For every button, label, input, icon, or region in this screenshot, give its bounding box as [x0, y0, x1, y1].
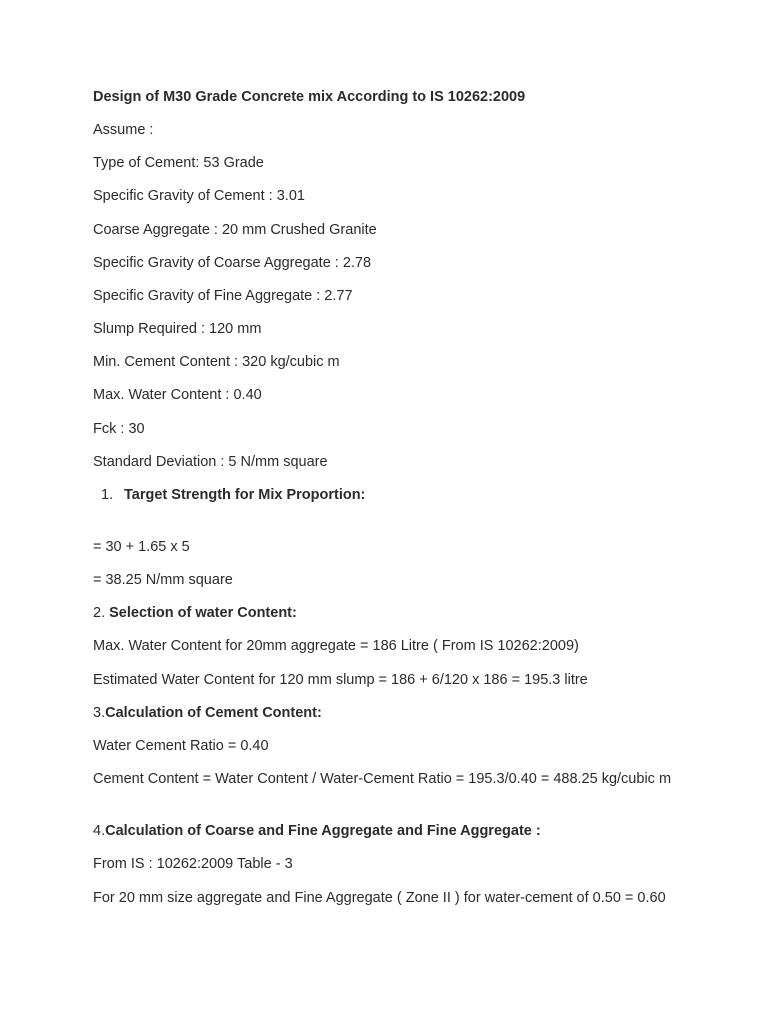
section3-number: 3.	[93, 705, 106, 721]
section3-heading: Calculation of Cement Content:	[105, 705, 322, 721]
section4-heading-line	[93, 822, 683, 841]
section1-line-1: = 30 + 1.65 x 5	[93, 539, 190, 555]
section2-line-1: Max. Water Content for 20mm aggregate = 186 Litre ( From IS 10262:2009)	[93, 638, 579, 654]
section2-heading: Selection of water Content:	[109, 605, 297, 621]
section3-line-2: Cement Content = Water Content / Water-Cement Ratio = 195.3/0.40 = 488.25 kg/cubic m	[93, 771, 672, 787]
assumption-slump: Slump Required : 120 mm	[93, 321, 262, 337]
assume-label: Assume :	[93, 122, 154, 138]
assumption-std-deviation: Standard Deviation : 5 N/mm square	[93, 454, 328, 470]
assumption-fine-gravity: Specific Gravity of Fine Aggregate : 2.77	[93, 288, 353, 304]
section1-number: 1.	[101, 487, 114, 503]
section4-line-1: From IS : 10262:2009 Table - 3	[93, 856, 293, 872]
assumption-fck: Fck : 30	[93, 421, 145, 437]
assumption-max-water: Max. Water Content : 0.40	[93, 387, 262, 403]
section2-number: 2.	[93, 605, 106, 621]
section1-line-2: = 38.25 N/mm square	[93, 572, 233, 588]
section2-line-2: Estimated Water Content for 120 mm slump = 186 + 6/120 x 186 = 195.3 litre	[93, 672, 588, 688]
section1-heading: Target Strength for Mix Proportion:	[124, 487, 366, 503]
assumption-coarse-aggregate: Coarse Aggregate : 20 mm Crushed Granite	[93, 222, 377, 238]
section3-heading-line	[93, 704, 683, 723]
section4-heading: Calculation of Coarse and Fine Aggregate and Fine Aggregate :	[105, 823, 541, 839]
assumption-cement-type: Type of Cement: 53 Grade	[93, 155, 264, 171]
section4-line-2: For 20 mm size aggregate and Fine Aggregate ( Zone II ) for water-cement of 0.50 = 0.60	[93, 890, 666, 906]
section2-heading-line	[93, 604, 683, 623]
assumption-coarse-gravity: Specific Gravity of Coarse Aggregate : 2.78	[93, 255, 372, 271]
document-title: Design of M30 Grade Concrete mix According to IS 10262:2009	[93, 89, 526, 105]
section3-line-1: Water Cement Ratio = 0.40	[93, 738, 269, 754]
assumption-cement-gravity: Specific Gravity of Cement : 3.01	[93, 188, 305, 204]
section4-number: 4.	[93, 823, 106, 839]
assumption-min-cement: Min. Cement Content : 320 kg/cubic m	[93, 354, 340, 370]
